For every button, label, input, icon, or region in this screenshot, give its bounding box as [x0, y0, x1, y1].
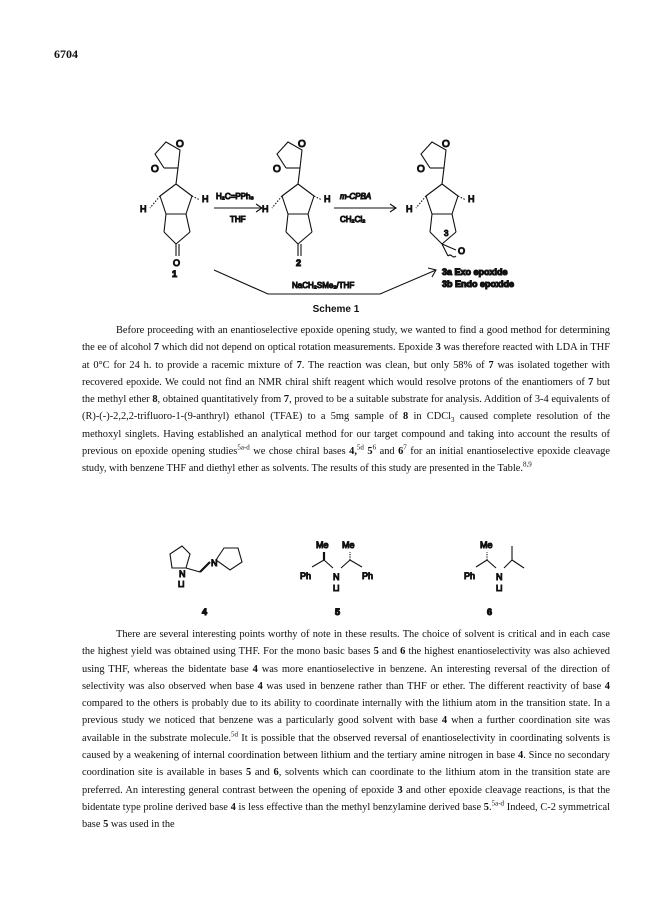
- compound-3-label-inring: 3: [444, 229, 449, 238]
- atom-N: N: [496, 572, 503, 582]
- compound-2-label: 2: [296, 258, 302, 268]
- atom-Ph: Ph: [362, 571, 374, 581]
- base-4-label: 4: [202, 607, 208, 617]
- compound-2-structure: [272, 142, 322, 256]
- paragraph-2: There are several interesting points worthy of note in these results. The choice of solvent is critical and in each case the highest yield was obtained using THF. For the mono basic bases 5 and 6 the highest enantioselectivity was also achieved using THF, whereas the bidentate base 4 was more enantioselective in benzene. An interesting reversal of the direction of selectivity was also observed when base 4 was used in benzene rather than THF or ether. The different reactivity of base 4 compared to the others is probably due to its ability to coordinate internally with the lithium atom in the transition state. In a previous study we noticed that benzene was a particularly good solvent with base 4 when a further coordination site was available in the substrate molecule.$^{5d}$ It is possible that the observed reversal of enantioselectivity in coordinating solvents is caused by a weakening of internal coordination between lithium and the tertiary amine nitrogen in base 4. Since no secondary coordination site is available in bases 5 and 6, solvents which can coordinate to the lithium atom in the transition state are preferred. An interesting general contrast between the opening of epoxide 3 and other epoxide cleavage reactions, is that the bidentate type proline derived base 4 is less effective than the methyl benzylamine derived base 5.$^{5a-d}$ Indeed, C-2 symmetrical base 5 was used in the: [82, 629, 611, 831]
- compound-3-structure: [416, 142, 466, 257]
- atom-Ph: Ph: [464, 571, 476, 581]
- atom-Me: Me: [480, 540, 493, 550]
- reagent-wittig-bottom: THF: [230, 215, 246, 224]
- arrow-2-to-3: [334, 204, 396, 212]
- atom-Ph: Ph: [300, 571, 312, 581]
- page-number: 6704: [54, 47, 78, 61]
- atom-O: O: [417, 164, 425, 175]
- atom-H: H: [468, 194, 475, 204]
- atom-O: O: [273, 164, 281, 175]
- base-5-label: 5: [335, 607, 341, 617]
- reagent-wittig-top: H₂C=PPh₃: [216, 192, 254, 201]
- compound-1-structure: [150, 142, 200, 256]
- atom-Me: Me: [342, 540, 355, 550]
- base-5-structure: [312, 552, 362, 568]
- scheme-caption: Scheme 1: [312, 304, 360, 315]
- atom-O: O: [458, 246, 466, 256]
- atom-O: O: [151, 164, 159, 175]
- atom-Li: Li: [333, 584, 340, 593]
- atom-Li: Li: [178, 580, 185, 589]
- base-6-label: 6: [487, 607, 493, 617]
- atom-H: H: [202, 194, 209, 204]
- product-3a-label: 3a Exo epoxide: [442, 267, 508, 277]
- atom-H: H: [406, 204, 413, 214]
- reagent-sulfur-ylide: NaCH₂SMe₂/THF: [292, 281, 355, 290]
- atom-Me: Me: [316, 540, 329, 550]
- atom-O: O: [298, 139, 306, 150]
- atom-N: N: [179, 569, 186, 579]
- product-3b-label: 3b Endo epoxide: [442, 279, 515, 289]
- atom-N: N: [211, 558, 218, 568]
- atom-H: H: [262, 204, 269, 214]
- atom-H: H: [324, 194, 331, 204]
- atom-O: O: [176, 139, 184, 150]
- atom-O: O: [442, 139, 450, 150]
- atom-H: H: [140, 204, 147, 214]
- atom-O: O: [173, 258, 181, 268]
- compound-1-label: 1: [172, 269, 178, 279]
- atom-N: N: [333, 572, 340, 582]
- paragraph-1: Before proceeding with an enantioselective epoxide opening study, we wanted to find a good method for determining the ee of alcohol 7 which did not depend on optical rotation measurements. Epoxide 3 was therefore reacted with LDA in THF at 0°C for 24 h. to provide a racemic mixture of 7. The reaction was clean, but only 58% of 7 was isolated together with recovered epoxide. We could not find an NMR chiral shift reagent which would resolve protons of the enantiomers of 7 but the methyl ether 8, obtained quantitatively from 7, proved to be a suitable substrate for analysis. Addition of 3-4 equivalents of (R)-(-)-2,2,2-trifluoro-1-(9-anthryl) ethanol (TFAE) to a 5mg sample of 8 in CDCl$_3$ caused complete resolution of the methoxyl singlets. Having established an analytical method for our target compound and taking into account the results of previous on epoxide opening studies$^{5a-d}$ we chose chiral bases 4,$^{5d}$ $5^6$ and $6^7$ for an initial enantioselective epoxide cleavage study, with benzene THF and diethyl ether as solvents. The results of this study are presented in the Table.$^{8,9}$: [82, 325, 611, 475]
- reagent-epox-top: m-CPBA: [340, 192, 372, 201]
- arrow-1-to-2: [214, 204, 262, 212]
- reagent-epox-bottom: CH₂Cl₂: [340, 215, 366, 224]
- atom-Li: Li: [496, 584, 503, 593]
